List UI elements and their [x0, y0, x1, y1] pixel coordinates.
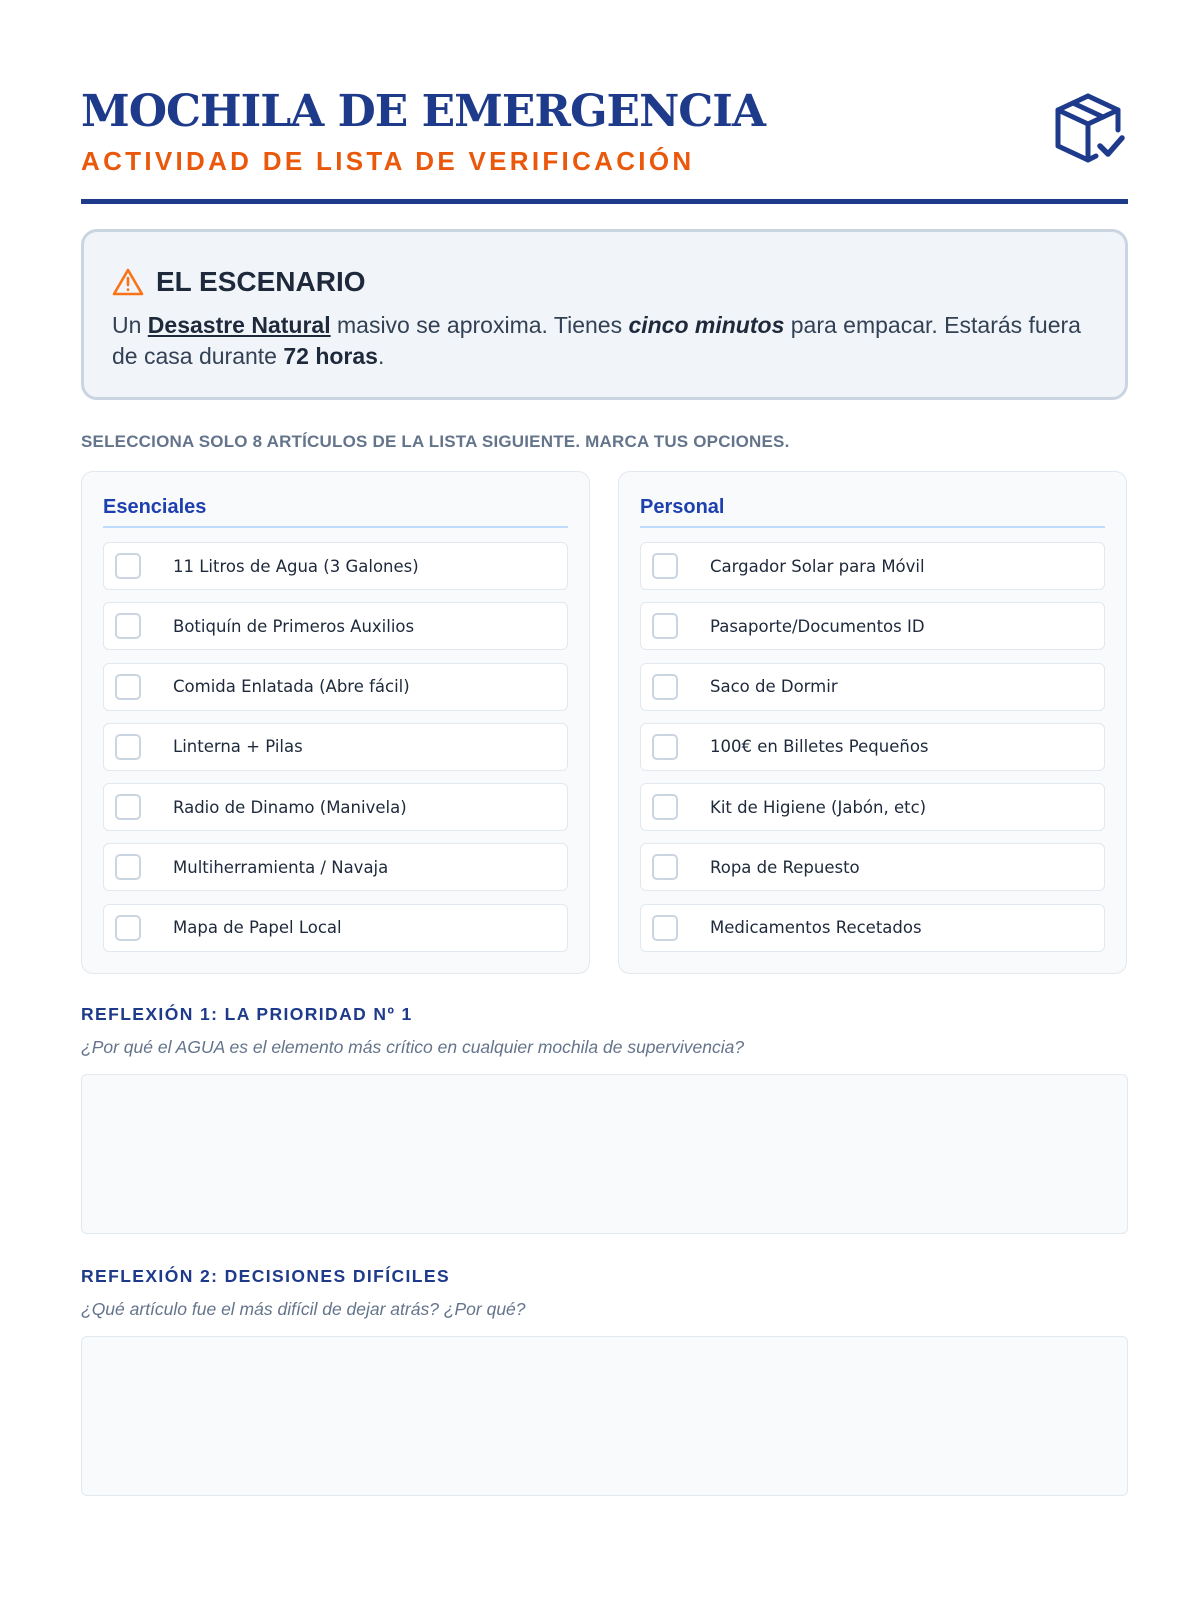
checklist-item[interactable]: [103, 602, 568, 650]
checklist-item-label: Radio de Dinamo (Manivela): [173, 797, 407, 817]
checklist-item-label: Botiquín de Primeros Auxilios: [173, 616, 415, 636]
checklist-item-label: Medicamentos Recetados: [710, 918, 922, 938]
checklist: [103, 542, 568, 952]
checklist-item[interactable]: [103, 723, 568, 771]
reflection-question: ¿Por qué el AGUA es el elemento más crítico en cualquier mochila de supervivencia?: [81, 1037, 745, 1057]
reflection-question: ¿Qué artículo fue el más difícil de dejar atrás? ¿Por qué?: [81, 1299, 526, 1319]
checkbox[interactable]: [115, 734, 141, 760]
checklist-item-label: Mapa de Papel Local: [173, 918, 342, 938]
checklist-item-label: Ropa de Repuesto: [710, 857, 860, 877]
checkbox[interactable]: [652, 674, 678, 700]
checkbox[interactable]: [115, 915, 141, 941]
time-highlight: cinco minutos: [628, 312, 785, 338]
checklist-item-label: 11 Litros de Agua (3 Galones): [173, 556, 419, 576]
checklist-item-label: Cargador Solar para Móvil: [710, 556, 925, 576]
checklist-item[interactable]: [640, 663, 1105, 711]
checkbox[interactable]: [115, 794, 141, 820]
checkbox[interactable]: [652, 915, 678, 941]
checklist-item-label: Pasaporte/Documentos ID: [710, 616, 925, 636]
category-panel-personal: [618, 471, 1127, 974]
checklist-item[interactable]: [103, 663, 568, 711]
category-panel-essentials: [81, 471, 590, 974]
checklist-item-label: Comida Enlatada (Abre fácil): [173, 677, 410, 697]
checklist-item-label: Saco de Dormir: [710, 677, 838, 697]
reflection-title: REFLEXIÓN 2: DECISIONES DIFÍCILES: [81, 1266, 451, 1286]
checklist-item[interactable]: [103, 783, 568, 831]
package-check-icon: [1052, 90, 1128, 166]
reflection-section-2: [81, 1266, 1128, 1496]
warning-icon: [112, 267, 144, 297]
reflection-answer-field[interactable]: [81, 1336, 1128, 1496]
checkbox[interactable]: [652, 734, 678, 760]
checklist-item-label: 100€ en Billetes Pequeños: [710, 737, 929, 757]
checklist-item[interactable]: [640, 904, 1105, 952]
checklist-item[interactable]: [640, 843, 1105, 891]
checklist-item-label: Multiherramienta / Navaja: [173, 857, 389, 877]
checklist-item[interactable]: [103, 904, 568, 952]
checklist: [640, 542, 1105, 952]
instructions-text: SELECCIONA SOLO 8 ARTÍCULOS DE LA LISTA SIGUIENTE. MARCA TUS OPCIONES.: [81, 432, 790, 451]
scenario-box: [81, 229, 1128, 400]
category-title: Esenciales: [103, 492, 568, 528]
scenario-description: Un Desastre Natural masivo se aproxima. Tienes cinco minutos para empacar. Estarás fuera de casa durante 72 horas.: [112, 312, 1081, 369]
checklist-item[interactable]: [640, 723, 1105, 771]
checklist-item[interactable]: [640, 602, 1105, 650]
checkbox[interactable]: [115, 553, 141, 579]
checklist-item[interactable]: [640, 542, 1105, 590]
checklist-item-label: Kit de Higiene (Jabón, etc): [710, 797, 927, 817]
checkbox[interactable]: [652, 553, 678, 579]
checkbox[interactable]: [115, 613, 141, 639]
page-subtitle: ACTIVIDAD DE LISTA DE VERIFICACIÓN: [81, 146, 695, 176]
page-title: MOCHILA DE EMERGENCIA: [81, 86, 766, 137]
reflection-section-1: [81, 1004, 1128, 1234]
checkbox[interactable]: [115, 854, 141, 880]
page-header: [81, 86, 1128, 204]
category-title: Personal: [640, 492, 1105, 528]
checklist-item[interactable]: [640, 783, 1105, 831]
checklist-item-label: Linterna + Pilas: [173, 737, 303, 757]
checklist-item[interactable]: [103, 843, 568, 891]
reflection-title: REFLEXIÓN 1: LA PRIORIDAD Nº 1: [81, 1004, 413, 1024]
checklist-item[interactable]: [103, 542, 568, 590]
checkbox[interactable]: [652, 613, 678, 639]
checkbox[interactable]: [115, 674, 141, 700]
duration-highlight: 72 horas: [283, 343, 378, 369]
scenario-title: EL ESCENARIO: [156, 266, 366, 297]
checkbox[interactable]: [652, 794, 678, 820]
reflection-answer-field[interactable]: [81, 1074, 1128, 1234]
checkbox[interactable]: [652, 854, 678, 880]
disaster-highlight: Desastre Natural: [147, 312, 331, 338]
